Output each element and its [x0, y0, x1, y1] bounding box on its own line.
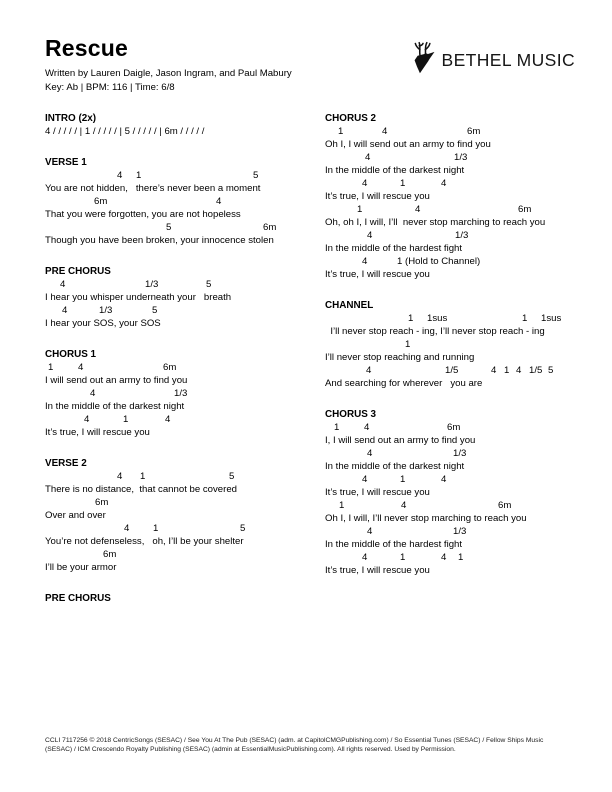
- section-heading: CHORUS 2: [325, 113, 377, 124]
- chord: 4: [365, 152, 371, 163]
- song-section: [45, 265, 323, 330]
- lyric-line: Though you have been broken, your innocence stolen: [45, 235, 274, 246]
- right-column: [325, 112, 612, 595]
- chord: 1/3: [99, 305, 113, 316]
- lyric-line: And searching for wherever you are: [325, 378, 483, 389]
- song-section: [325, 299, 612, 390]
- chord-line: [325, 255, 612, 268]
- section-heading: CHANNEL: [325, 300, 374, 311]
- bethel-music-logo: [410, 41, 575, 80]
- song-section: [45, 592, 323, 605]
- chord: 4: [441, 552, 447, 563]
- chord: 1/3: [453, 448, 467, 459]
- section-heading: VERSE 2: [45, 458, 87, 469]
- lyric-line: In the middle of the hardest fight: [325, 539, 463, 550]
- lyric-line: Oh, oh I, I will, I’ll never stop marching to reach you: [325, 217, 546, 228]
- chord: 4: [216, 196, 222, 207]
- chord-progression-line: 4 / / / / / | 1 / / / / / | 5 / / / / / | 6m / / / / /: [45, 126, 205, 137]
- chord-line: [325, 364, 612, 377]
- chord: 1sus: [541, 313, 562, 324]
- lyric-line: I’ll be your armor: [45, 562, 117, 573]
- chord: 1: [153, 523, 159, 534]
- chord: 4: [366, 365, 372, 376]
- chord: 1: [400, 552, 406, 563]
- chord: 6m: [94, 196, 108, 207]
- chord: 4: [60, 279, 66, 290]
- chord: 5: [229, 471, 235, 482]
- lyric-line: Over and over: [45, 510, 106, 521]
- chord: 4: [382, 126, 388, 137]
- chord: 1/5: [445, 365, 459, 376]
- lyric-line: You are not hidden, there’s never been a moment: [45, 183, 261, 194]
- chord-line: [45, 522, 323, 535]
- section-heading: INTRO (2x): [45, 113, 97, 124]
- chord: 1/3: [455, 230, 469, 241]
- lyric-line: In the middle of the darkest night: [325, 461, 465, 472]
- chord: 4: [364, 422, 370, 433]
- chord: 6m: [447, 422, 461, 433]
- chord: 1: [357, 204, 363, 215]
- chord-line: [325, 125, 612, 138]
- chord: 6m: [498, 500, 512, 511]
- chord-line: [325, 177, 612, 190]
- chord: 1: [334, 422, 340, 433]
- chord-line: [325, 229, 612, 242]
- lyric-line: It’s true, I will rescue you: [325, 565, 430, 576]
- chord: 4: [362, 256, 368, 267]
- chord: 1: [405, 339, 411, 350]
- chord: 4: [367, 526, 373, 537]
- song-section: [45, 156, 323, 247]
- lyric-line: In the middle of the hardest fight: [325, 243, 463, 254]
- chord: 5: [548, 365, 554, 376]
- chord: 4: [367, 230, 373, 241]
- chord-line: [325, 338, 612, 351]
- chord: 1: [400, 474, 406, 485]
- chord-line: [325, 551, 612, 564]
- chord: 4: [117, 170, 123, 181]
- chord-line: [45, 361, 323, 374]
- chord-line: [45, 496, 323, 509]
- song-section: [325, 112, 612, 281]
- logo-text: BETHEL MUSIC: [441, 50, 575, 70]
- chord-line: [325, 525, 612, 538]
- section-heading: PRE CHORUS: [45, 266, 111, 277]
- song-section: [45, 112, 323, 138]
- chord: 4: [165, 414, 171, 425]
- section-heading: VERSE 1: [45, 157, 87, 168]
- chord: 1: [458, 552, 464, 563]
- lyric-line: It’s true, I will rescue you: [325, 191, 430, 202]
- chord-line: [325, 421, 612, 434]
- chord-line: [325, 447, 612, 460]
- lyric-line: I will send out an army to find you: [45, 375, 188, 386]
- lyric-line: I’ll never stop reach - ing, I’ll never stop reach - ing: [325, 326, 545, 337]
- chord: 5: [206, 279, 212, 290]
- chord: 4: [441, 178, 447, 189]
- chord: 1/5: [529, 365, 543, 376]
- section-heading: CHORUS 3: [325, 409, 377, 420]
- lyric-line: There is no distance, that cannot be covered: [45, 484, 237, 495]
- copyright-line-1: CCLI 7117256 © 2018 CentricSongs (SESAC) / See You At The Pub (SESAC) (adm. at CapitolCMGPublishing.com) / So Essential Tunes (SESAC) / Fellow Ships Music: [45, 737, 544, 744]
- byline: Written by Lauren Daigle, Jason Ingram, and Paul Mabury: [45, 68, 292, 79]
- chord-line: [45, 304, 323, 317]
- chord-line: [45, 169, 323, 182]
- chord: 1: [123, 414, 129, 425]
- chord-line: [45, 413, 323, 426]
- chord: 1: [400, 178, 406, 189]
- chord: 1: [140, 471, 146, 482]
- song-meta: Key: Ab | BPM: 116 | Time: 6/8: [45, 82, 175, 93]
- song-section: [45, 348, 323, 439]
- lyric-line: You’re not defenseless, oh, I’ll be your shelter: [45, 536, 244, 547]
- chord: 5: [253, 170, 259, 181]
- chord: 4: [90, 388, 96, 399]
- lyric-line: Oh I, I will, I’ll never stop marching to reach you: [325, 513, 527, 524]
- copyright-line-2: (SESAC) / ICM Crescendo Royalty Publishing (SESAC) (admin at EssentialMusicPublishing.com). All rights reserved. Used by Permission.: [45, 745, 456, 753]
- chord: 1: [504, 365, 510, 376]
- chord: 4: [362, 474, 368, 485]
- chord-line: [325, 151, 612, 164]
- song-info: [45, 36, 292, 94]
- chord: 6m: [518, 204, 532, 215]
- section-heading: PRE CHORUS: [45, 593, 111, 604]
- lyric-line: I, I will send out an army to find you: [325, 435, 476, 446]
- song-section: [325, 408, 612, 577]
- chord: 1/3: [454, 152, 468, 163]
- chord: 4: [362, 552, 368, 563]
- chord: 1: [339, 500, 345, 511]
- chord: 1: [522, 313, 528, 324]
- chord: 1/3: [174, 388, 188, 399]
- chord: 1: [408, 313, 414, 324]
- chord: 4: [516, 365, 522, 376]
- chord: 5: [166, 222, 172, 233]
- chord: 4: [362, 178, 368, 189]
- chord: 5: [240, 523, 246, 534]
- chord: 4: [491, 365, 497, 376]
- chord-line: [325, 473, 612, 486]
- chord: 1 (Hold to Channel): [397, 256, 481, 267]
- chord: 1: [136, 170, 142, 181]
- footer: [45, 737, 577, 754]
- chord: 1/3: [453, 526, 467, 537]
- lyric-line: I hear your SOS, your SOS: [45, 318, 161, 329]
- chord: 1/3: [145, 279, 159, 290]
- chord: 6m: [163, 362, 177, 373]
- chord-line: [325, 203, 612, 216]
- lyric-line: That you were forgotten, you are not hopeless: [45, 209, 241, 220]
- chord: 4: [78, 362, 84, 373]
- chord-line: [45, 221, 323, 234]
- lyric-line: It’s true, I will rescue you: [325, 487, 430, 498]
- header: [45, 36, 575, 94]
- chord: 6m: [103, 549, 117, 560]
- chord: 4: [117, 471, 123, 482]
- song-section: [45, 457, 323, 574]
- lyric-line: Oh I, I will send out an army to find you: [325, 139, 491, 150]
- chord: 4: [124, 523, 130, 534]
- chord: 4: [441, 474, 447, 485]
- left-column: [45, 112, 323, 623]
- song-title: Rescue: [45, 35, 129, 61]
- lyric-line: It’s true, I will rescue you: [325, 269, 430, 280]
- chord: 4: [415, 204, 421, 215]
- chord-line: [325, 499, 612, 512]
- lyric-line: In the middle of the darkest night: [45, 401, 185, 412]
- chord: 4: [62, 305, 68, 316]
- chord: 6m: [467, 126, 481, 137]
- chord: 5: [152, 305, 158, 316]
- chord: 4: [367, 448, 373, 459]
- chord-line: [45, 387, 323, 400]
- chord-line: [45, 278, 323, 291]
- chord-line: [45, 470, 323, 483]
- chord: 1: [338, 126, 344, 137]
- lyric-line: I hear you whisper underneath your breath: [45, 292, 232, 303]
- lyric-line: It’s true, I will rescue you: [45, 427, 150, 438]
- chord: 6m: [263, 222, 277, 233]
- chord: 4: [84, 414, 90, 425]
- lyric-line: I’ll never stop reaching and running: [325, 352, 475, 363]
- chord: 6m: [95, 497, 109, 508]
- chord: 1sus: [427, 313, 448, 324]
- chord-line: [45, 548, 323, 561]
- chord: 4: [401, 500, 407, 511]
- chord-line: [325, 312, 612, 325]
- chord-line: [45, 195, 323, 208]
- chord: 1: [48, 362, 54, 373]
- deer-icon: [410, 41, 442, 80]
- section-heading: CHORUS 1: [45, 349, 97, 360]
- lyric-line: In the middle of the darkest night: [325, 165, 465, 176]
